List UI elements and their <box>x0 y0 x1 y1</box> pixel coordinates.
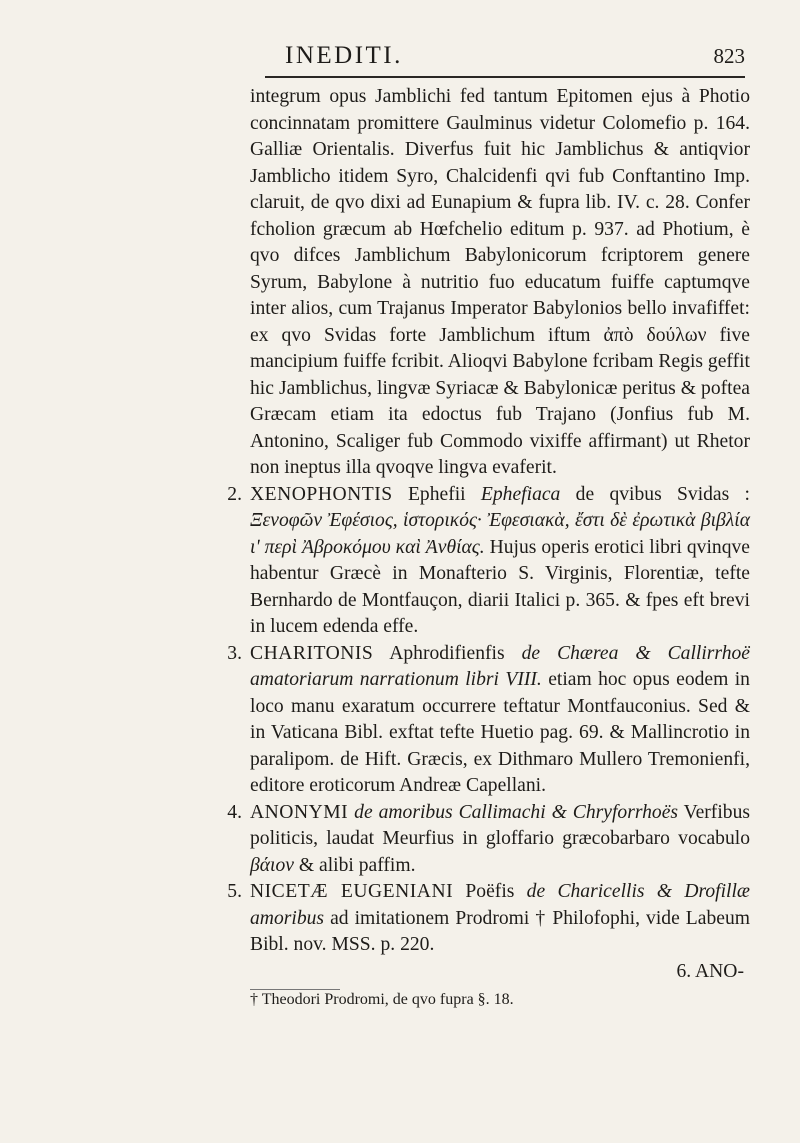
entry-text: & alibi paffim. <box>293 854 416 876</box>
catalogue-entry <box>227 641 750 800</box>
footnote: † Theodori Prodromi, de qvo fupra §. 18. <box>250 991 514 1008</box>
entry-text: de qvibus Svidas : <box>560 483 750 505</box>
entry-number: 3. <box>227 642 242 664</box>
catalogue-entry <box>227 800 750 880</box>
catchword: 6. ANO- <box>676 960 744 982</box>
work-title: de amoribus Callimachi & Chryforrhoës <box>354 801 679 823</box>
entry-text: Aphrodifienfis <box>373 642 522 664</box>
running-title: INEDITI. <box>285 42 403 69</box>
page-header <box>195 36 745 76</box>
entry-list <box>227 482 751 959</box>
entry-number: 4. <box>227 801 242 823</box>
catalogue-entry <box>227 879 751 959</box>
entry-number: 2. <box>227 483 242 505</box>
entry-text: etiam hoc opus eodem in loco manu exaratum occurrere teftatur Montfauconius. Sed & in Vaticana Bibl. exftat tefte Huetio pag. 69. & Mallincrotio in paralipom. de Hift. Græcis, ex Dithmaro Mullero Tremonienfi, editore eroticorum Andreæ Capellani. <box>250 669 750 796</box>
header-rule <box>265 76 745 78</box>
entry-text: Verfibus politicis, laudat Meurfius in gloffario græcobarbaro vocabulo <box>250 801 750 849</box>
entry-author: NICETÆ EUGENIANI <box>250 881 454 902</box>
entry-text: ad imitationem Prodromi † Philofophi, vide Labeum Bibl. nov. MSS. p. 220. <box>250 907 750 955</box>
body-text <box>227 84 751 1010</box>
greek-quotation: βάιον <box>250 854 294 876</box>
work-title: de Charicellis & Drofillæ amoribus <box>250 881 751 929</box>
intro-paragraph: integrum opus Jamblichi fed tantum Epitomen ejus à Photio concinnatam promittere Gaulminus videtur Colomefio p. 164. Galliæ Orientalis. Diverfus fuit hic Jamblichus & antiqvior Jamblicho itidem Syro, Chalcidenfi qvi fub Conftantino Imp. claruit, de qvo dixi ad Eunapium & fupra lib. IV. c. 28. Confer fcholion græcum ab Hœfchelio editum p. 937. ad Photium, è qvo difces Jamblichum Babylonicorum fcriptorem genere Syrum, Babylone à nutritio fuo educatum fuiffe captumqve inter alios, cum Trajanus Imperator Babylonios bello invafiffet: ex qvo Svidas forte Jamblichum iftum ἀπὸ δούλων five mancipium fuiffe fcribit. Alioqvi Babylone fcribam Regis geffit hic Jamblichus, lingvæ Syriacæ & Babylonicæ peritus & poftea Græcam etiam ita edoctus fub Trajano (Jonfius fub M. Antonino, Scaliger fub Commodo vixiffe affirmant) ut Rhetor non ineptus illa qvoqve lingva evaferit. <box>250 86 750 478</box>
page-number: 823 <box>713 44 745 68</box>
work-title: Ephefiaca <box>480 483 561 505</box>
entry-author: ANONYMI <box>250 801 349 823</box>
entry-author: XENOPHONTIS <box>250 483 393 505</box>
catalogue-entry <box>227 482 750 641</box>
entry-text: Poëfis <box>453 881 527 902</box>
entry-text: Ephefii <box>392 483 481 505</box>
entry-number: 5. <box>227 881 242 902</box>
work-title: de Chærea & Callirrhoë amatoriarum narrationum libri VIII. <box>250 642 750 690</box>
entry-text: Hujus operis erotici libri qvinqve habentur Græcè in Monafterio S. Virginis, Florentiæ, tefte Bernhardo de Montfauçon, diarii Italici p. 365. & fpes eft brevi in lucem edenda effe. <box>250 536 750 637</box>
greek-quotation: Ξενοφῶν Ἐφέσιος, ἱστορικός· Ἐφεσιακὰ, ἔστι δὲ ἐρωτικὰ βιβλία ιʹ περὶ Ἀβροκόμου καὶ Ἀνθίας. <box>250 510 750 558</box>
entry-author: CHARITONIS <box>250 642 374 664</box>
